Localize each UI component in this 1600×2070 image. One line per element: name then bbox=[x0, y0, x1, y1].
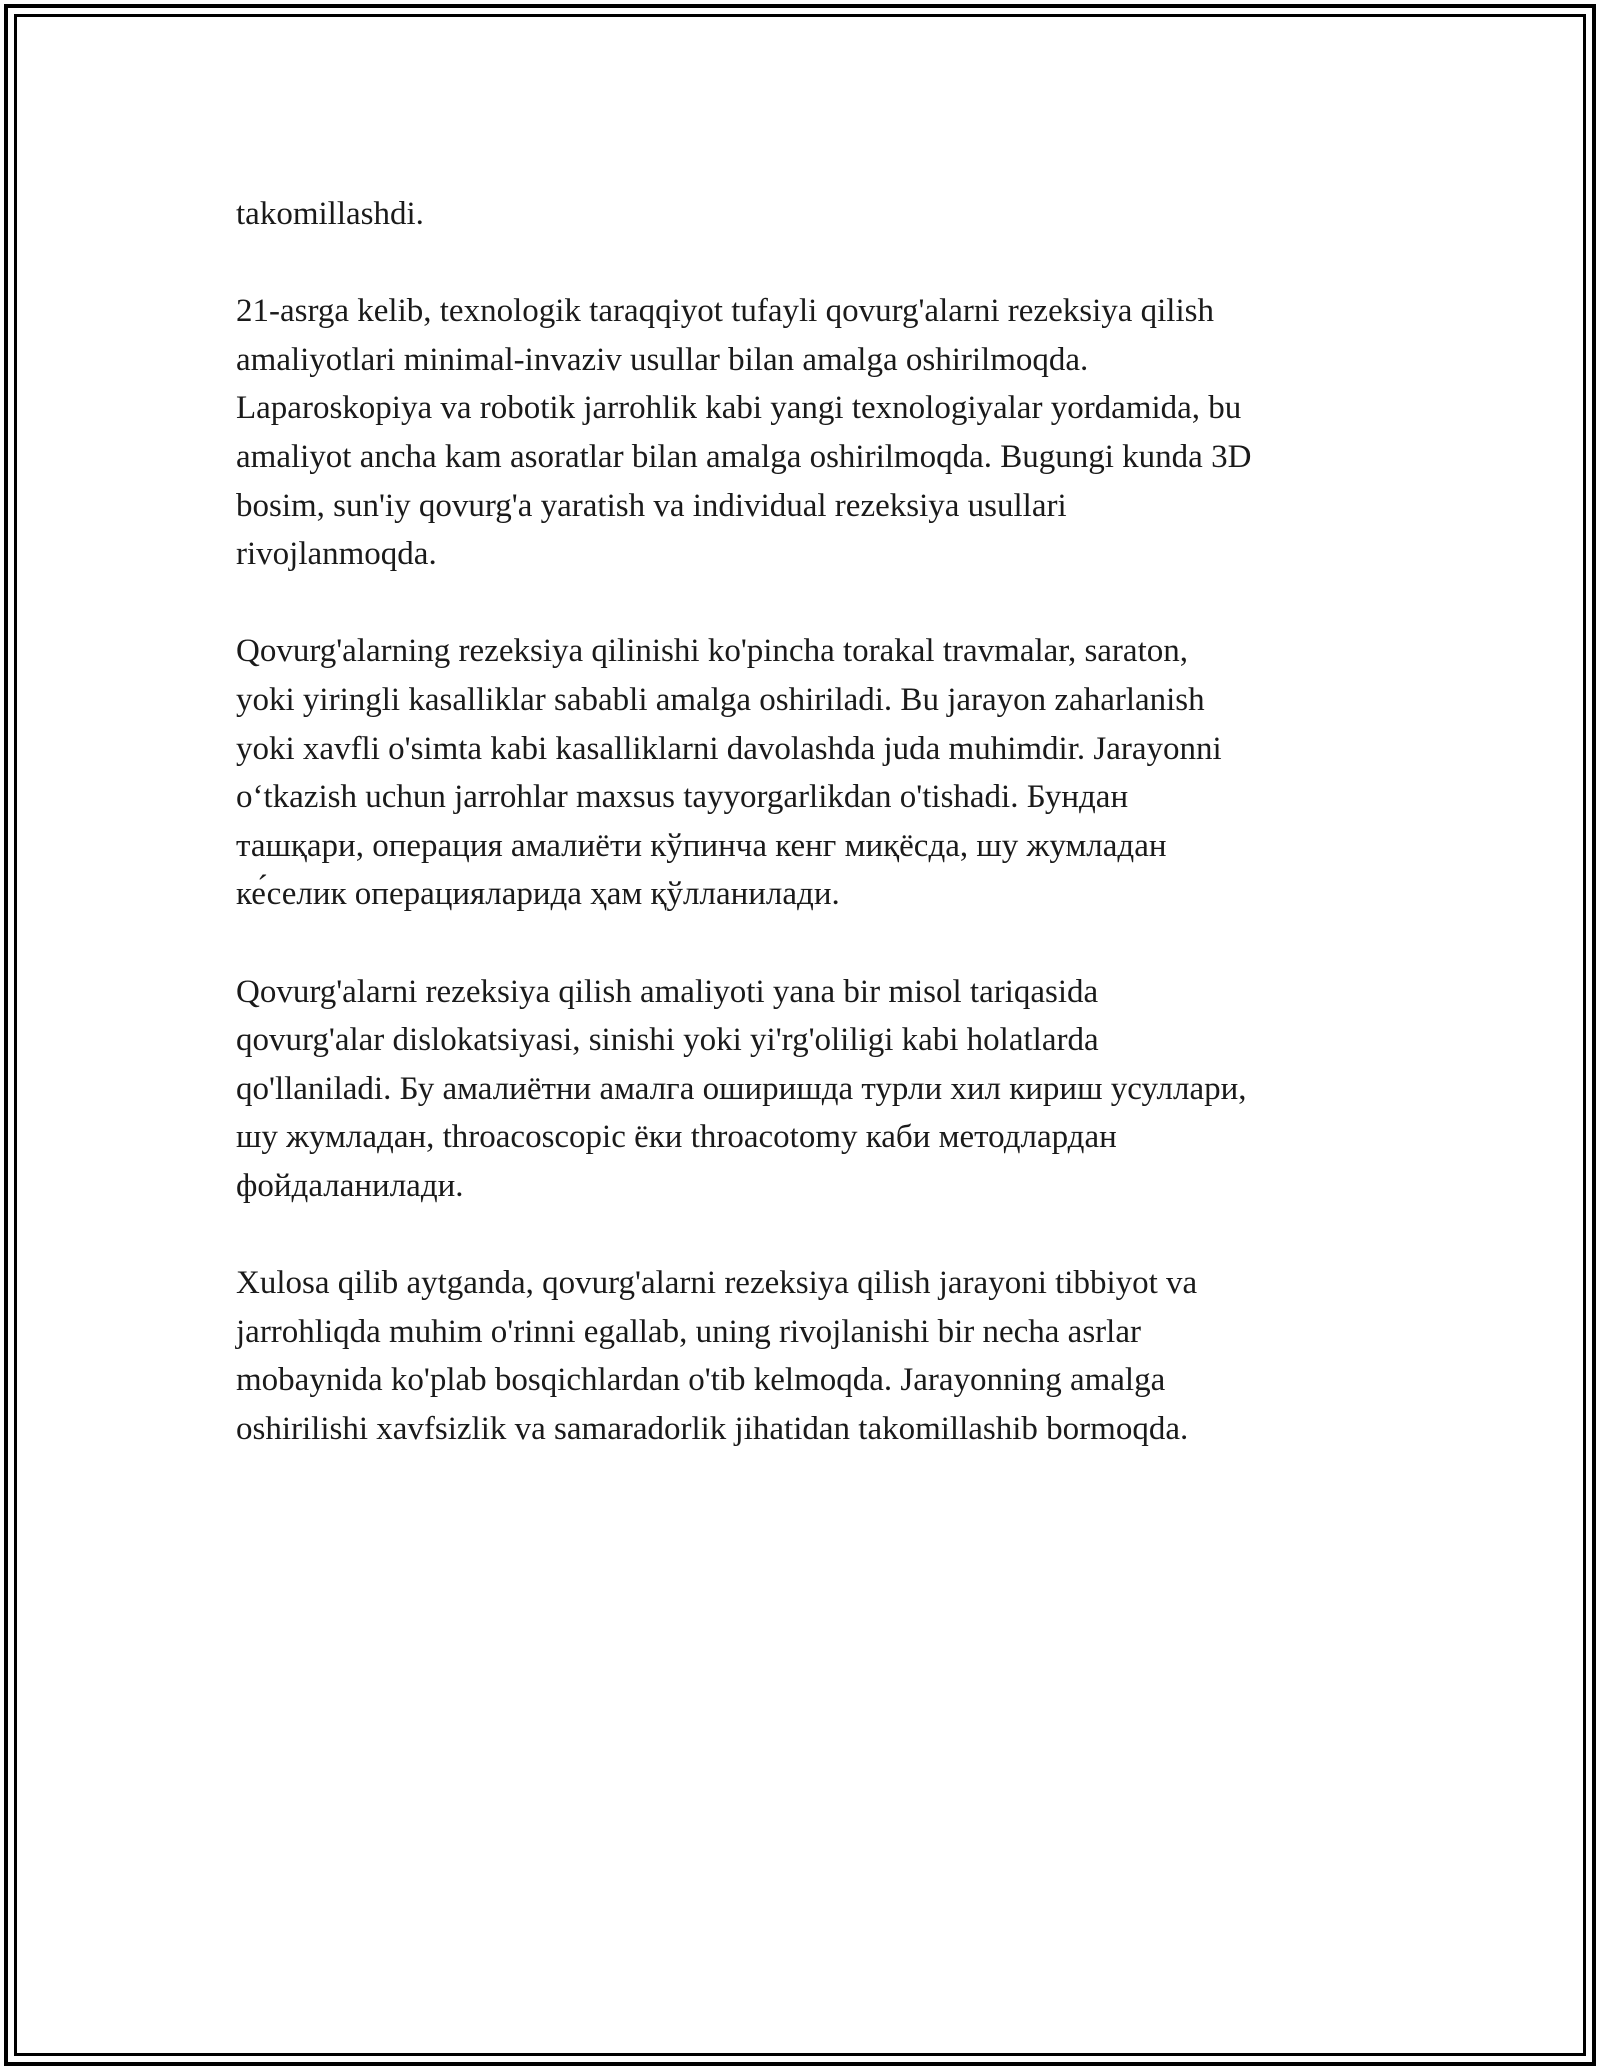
paragraph-indications: Qovurg'alarning rezeksiya qilinishi ko'pincha torakal travmalar, saraton, yoki yiringli kasalliklar sababli amalga oshiriladi. Bu jarayon zaharlanish yoki xavfli o'simta kabi kasalliklarni davolashda juda muhimdir. Jarayonni oʻtkazish uchun jarrohlar maxsus tayyorgarlikdan o'tishadi. Бундан ташқари, операция амалиёти кўпинча кенг миқёсда, шу жумладан ке́селик операцияларида ҳам қўлланилади. bbox=[236, 633, 1222, 913]
paragraph-other-applications: Qovurg'alarni rezeksiya qilish amaliyoti yana bir misol tariqasida qovurg'alar dislokatsiyasi, sinishi yoki yi'rg'oliligi kabi holatlarda qo'llaniladi. Бу амалиётни амалга оширишда турли хил кириш усуллари, шу жумладан, throacoscopic ёки throacotomy каби методлардан фойдаланилади. bbox=[236, 973, 1247, 1204]
paragraph-conclusion: Xulosa qilib aytganda, qovurg'alarni rezeksiya qilish jarayoni tibbiyot va jarrohliqda muhim o'rinni egallab, uning rivojlanishi bir necha asrlar mobaynida ko'plab bosqichlardan o'tib kelmoqda. Jarayonning amalga oshirilishi xavfsizlik va samaradorlik jihatidan takomillashib bormoqda. bbox=[236, 1265, 1198, 1447]
paragraph-modern-techniques: 21-asrga kelib, texnologik taraqqiyot tufayli qovurg'alarni rezeksiya qilish amaliyotlari minimal-invaziv usullar bilan amalga oshirilmoqda. Laparoskopiya va robotik jarrohlik kabi yangi texnologiyalar yordamida, bu amaliyot ancha kam asoratlar bilan amalga oshirilmoqda. Bugungi kunda 3D bosim, sun'iy qovurg'a yaratish va individual rezeksiya usullari rivojlanmoqda. bbox=[236, 293, 1252, 573]
paragraph-continuation: takomillashdi. bbox=[236, 196, 424, 232]
document-body bbox=[236, 190, 1376, 1502]
